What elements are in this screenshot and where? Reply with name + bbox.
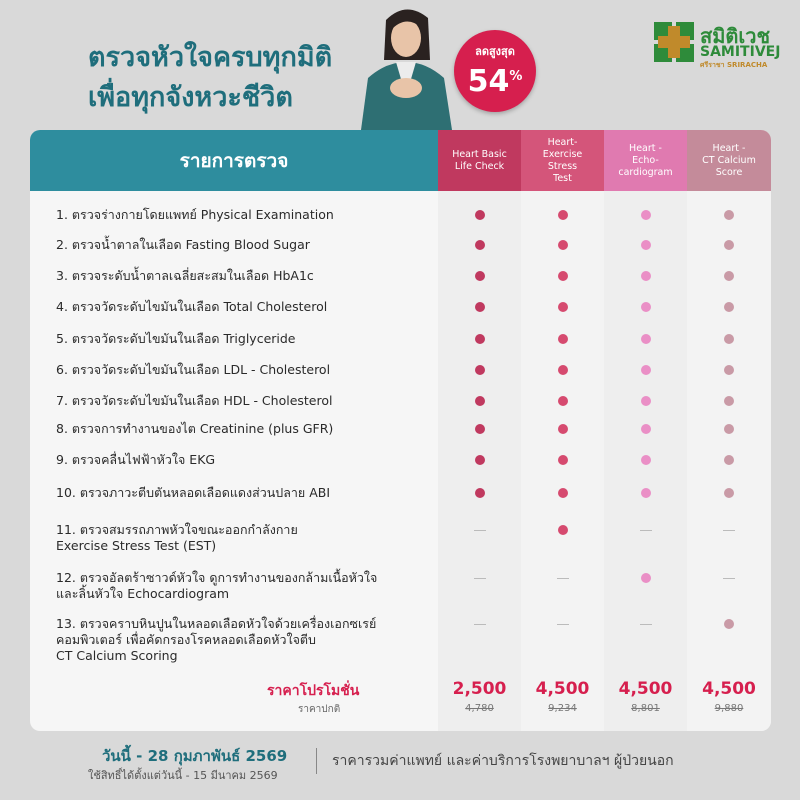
included-dot <box>475 455 485 465</box>
brand-sub <box>700 60 767 71</box>
row-label: 11. ตรวจสมรรถภาพหัวใจขณะออกกำลังกาย Exercise Stress Test (EST) <box>56 522 298 553</box>
included-dot <box>724 240 734 250</box>
promo-price: 4,500 <box>618 679 673 699</box>
row-label: 8. ตรวจการทำงานของไต Creatinine (plus GFR) <box>56 421 334 436</box>
headline <box>88 38 332 118</box>
row-label: 5. ตรวจวัดระดับไขมันในเลือด Triglyceride <box>56 331 296 346</box>
table-title: รายการตรวจ <box>30 130 438 191</box>
included-dot <box>558 424 568 434</box>
not-included-dash <box>557 624 569 625</box>
included-dot <box>641 424 651 434</box>
regular-price: 8,801 <box>631 703 660 714</box>
included-dot <box>641 302 651 312</box>
promo-price-label: ราคาโปรโมชั่น <box>267 683 360 699</box>
badge-value: 54 <box>467 64 510 99</box>
row-label: 1. ตรวจร่างกายโดยแพทย์ Physical Examination <box>56 207 334 222</box>
row-label: 3. ตรวจระดับน้ำตาลเฉลี่ยสะสมในเลือด HbA1c <box>56 268 314 283</box>
headline-line-2: เพื่อทุกจังหวะชีวิต <box>88 82 293 113</box>
included-dot <box>724 365 734 375</box>
regular-price-label: ราคาปกติ <box>298 704 341 715</box>
row-label: 10. ตรวจภาวะตีบตันหลอดเลือดแดงส่วนปลาย ABI <box>56 485 331 500</box>
included-dot <box>558 271 568 281</box>
promo-price: 4,500 <box>535 679 590 699</box>
brand-sub-en: SRIRACHA <box>727 61 768 69</box>
checkup-table <box>30 130 771 731</box>
included-dot <box>558 240 568 250</box>
included-dot <box>558 365 568 375</box>
included-dot <box>724 302 734 312</box>
included-dot <box>641 334 651 344</box>
not-included-dash <box>474 624 486 625</box>
not-included-dash <box>557 578 569 579</box>
included-dot <box>475 302 485 312</box>
not-included-dash <box>640 624 652 625</box>
not-included-dash <box>640 530 652 531</box>
discount-badge <box>454 30 536 112</box>
samitivej-logo <box>654 22 794 72</box>
included-dot <box>641 240 651 250</box>
included-dot <box>558 210 568 220</box>
included-dot <box>724 210 734 220</box>
included-dot <box>641 365 651 375</box>
regular-price: 9,234 <box>548 703 577 714</box>
included-dot <box>724 396 734 406</box>
included-dot <box>475 396 485 406</box>
included-dot <box>641 271 651 281</box>
included-dot <box>475 271 485 281</box>
included-dot <box>724 424 734 434</box>
included-dot <box>641 488 651 498</box>
included-dot <box>558 396 568 406</box>
row-label: 6. ตรวจวัดระดับไขมันในเลือด LDL - Cholesterol <box>56 362 331 377</box>
row-label: 13. ตรวจคราบหินปูนในหลอดเลือดหัวใจด้วยเครื่องเอกซเรย์ คอมพิวเตอร์ เพื่อคัดกรองโรคหลอดเลือดหัวใจตีบ CT Calcium Scoring <box>56 616 377 663</box>
brand-sub-thai: ศรีราชา <box>700 61 725 69</box>
badge-top-label: ลดสูงสุด <box>475 45 515 58</box>
row-label: 12. ตรวจอัลตร้าซาวด์หัวใจ ดูการทำงานของกล้ามเนื้อหัวใจ และลิ้นหัวใจ Echocardiogram <box>56 570 378 601</box>
included-dot <box>724 455 734 465</box>
not-included-dash <box>474 530 486 531</box>
included-dot <box>558 455 568 465</box>
column-header-4: Heart - CT Calcium Score <box>687 130 771 191</box>
included-dot <box>724 271 734 281</box>
included-dot <box>558 302 568 312</box>
row-label: 4. ตรวจวัดระดับไขมันในเลือด Total Cholesterol <box>56 299 328 314</box>
included-dot <box>475 488 485 498</box>
regular-price: 9,880 <box>714 703 744 714</box>
promo-price: 4,500 <box>702 679 756 699</box>
included-dot <box>558 488 568 498</box>
brand-thai: สมิติเวช <box>700 24 771 48</box>
included-dot <box>724 334 734 344</box>
included-dot <box>558 334 568 344</box>
brand-english: SAMITIVEJ <box>700 44 781 60</box>
badge-unit: % <box>509 69 523 84</box>
badge-percent <box>454 60 536 99</box>
redemption-period: ใช้สิทธิ์ได้ตั้งแต่วันนี้ - 15 มีนาคม 2569 <box>88 769 278 782</box>
headline-line-1: ตรวจหัวใจครบทุกมิติ <box>88 42 333 73</box>
column-header-2: Heart- Exercise Stress Test <box>521 130 604 191</box>
price-note: ราคารวมค่าแพทย์ และค่าบริการโรงพยาบาลฯ ผู้ป่วยนอก <box>332 753 674 769</box>
included-dot <box>724 619 734 629</box>
medical-cross-icon <box>654 22 694 62</box>
not-included-dash <box>723 530 735 531</box>
not-included-dash <box>474 578 486 579</box>
included-dot <box>641 396 651 406</box>
row-label: 9. ตรวจคลื่นไฟฟ้าหัวใจ EKG <box>56 452 216 467</box>
promo-period: วันนี้ - 28 กุมภาพันธ์ 2569 <box>102 747 288 765</box>
included-dot <box>475 365 485 375</box>
included-dot <box>724 488 734 498</box>
column-header-1: Heart Basic Life Check <box>438 130 521 191</box>
included-dot <box>558 525 568 535</box>
included-dot <box>641 210 651 220</box>
footer-divider <box>316 748 317 774</box>
included-dot <box>641 455 651 465</box>
included-dot <box>641 573 651 583</box>
included-dot <box>475 240 485 250</box>
regular-price: 4,780 <box>465 703 494 714</box>
included-dot <box>475 424 485 434</box>
row-label: 2. ตรวจน้ำตาลในเลือด Fasting Blood Sugar <box>56 237 310 252</box>
promo-price: 2,500 <box>452 679 507 699</box>
column-header-3: Heart - Echo- cardiogram <box>604 130 687 191</box>
row-label: 7. ตรวจวัดระดับไขมันในเลือด HDL - Cholesterol <box>56 393 333 408</box>
included-dot <box>475 210 485 220</box>
not-included-dash <box>723 578 735 579</box>
included-dot <box>475 334 485 344</box>
woman-holding-chest-image <box>356 0 456 130</box>
